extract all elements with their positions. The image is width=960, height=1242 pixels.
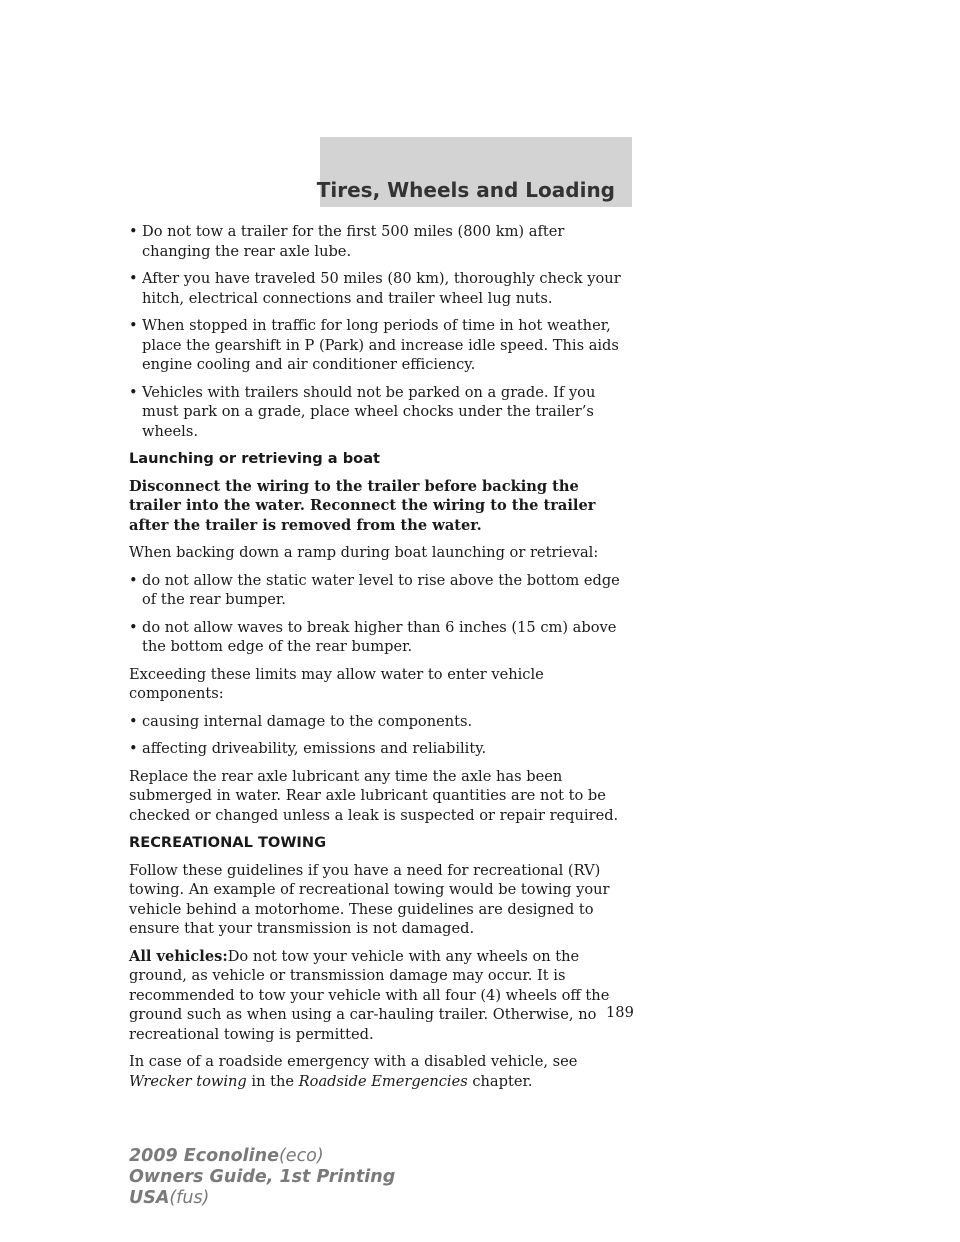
list-item: • causing internal damage to the components. — [129, 712, 634, 732]
footer — [129, 1146, 395, 1209]
list-item: • When stopped in traffic for long periods of time in hot weather, place the gearshift in P (Park) and increase idle speed. This aids engine cooling and air conditioner efficiency. — [129, 316, 634, 375]
recreational-towing-intro: Follow these guidelines if you have a need for recreational (RV) towing. An example of recreational towing would be towing your vehicle behind a motorhome. These guidelines are designed to ensure that your transmission is not damaged. — [129, 861, 610, 937]
footer-line-1 — [129, 1146, 395, 1167]
exceeding-limits-text: Exceeding these limits may allow water to enter vehicle components: — [129, 665, 544, 702]
list-item: • affecting driveability, emissions and reliability. — [129, 739, 634, 759]
emergency-text: in the — [246, 1072, 299, 1090]
list-item: • do not allow waves to break higher than 6 inches (15 cm) above the bottom edge of the rear bumper. — [129, 618, 634, 657]
towing-tips-list — [129, 222, 634, 441]
list-item: • After you have traveled 50 miles (80 km), thoroughly check your hitch, electrical connections and trailer wheel lug nuts. — [129, 269, 634, 308]
replace-lubricant-text: Replace the rear axle lubricant any time the axle has been submerged in water. Rear axle lubricant quantities are not to be checked or changed unless a leak is suspected or repair required. — [129, 767, 619, 824]
boat-heading: Launching or retrieving a boat — [129, 450, 381, 467]
section-header-band — [316, 137, 632, 207]
footer-model-code: (eco) — [278, 1146, 324, 1166]
all-vehicles-text: Do not tow your vehicle with any wheels on the ground, as vehicle or transmission damage may occur. It is recommended to tow your vehicle with all four (4) wheels off the ground such as when using a car-hauling trailer. Otherwise, no recreational towing is permitted. — [129, 947, 610, 1043]
footer-model: 2009 Econoline — [129, 1146, 279, 1166]
effects-list — [129, 712, 634, 759]
emergency-text: In case of a roadside emergency with a disabled vehicle, see — [129, 1053, 578, 1070]
list-item: • Do not tow a trailer for the first 500 miles (800 km) after changing the rear axle lube. — [129, 222, 634, 261]
boat-limits-list — [129, 571, 634, 657]
wrecker-towing-reference: Wrecker towing — [129, 1072, 247, 1090]
roadside-emergency-paragraph — [129, 1052, 634, 1091]
list-item: • Vehicles with trailers should not be parked on a grade. If you must park on a grade, place wheel chocks under the trailer’s wheels. — [129, 383, 634, 442]
boat-wiring-warning: Disconnect the wiring to the trailer before backing the trailer into the water. Reconnect the wiring to the trailer after the trailer is removed from the water. — [129, 477, 596, 534]
list-item: • do not allow the static water level to rise above the bottom edge of the rear bumper. — [129, 571, 634, 610]
recreational-towing-heading: RECREATIONAL TOWING — [129, 834, 327, 851]
footer-market: USA — [129, 1188, 170, 1208]
emergency-text: chapter. — [467, 1072, 533, 1090]
page-number: 189 — [606, 1004, 634, 1021]
footer-guide: Owners Guide, 1st Printing — [129, 1167, 396, 1187]
boat-intro: When backing down a ramp during boat launching or retrieval: — [129, 544, 599, 561]
all-vehicles-paragraph — [129, 947, 634, 1045]
all-vehicles-label: All vehicles: — [129, 947, 228, 965]
roadside-emergencies-reference: Roadside Emergencies — [298, 1072, 468, 1090]
section-title: Tires, Wheels and Loading — [316, 178, 615, 202]
footer-market-code: (fus) — [169, 1188, 210, 1208]
page-content — [129, 222, 634, 1099]
footer-line-3 — [129, 1188, 395, 1209]
